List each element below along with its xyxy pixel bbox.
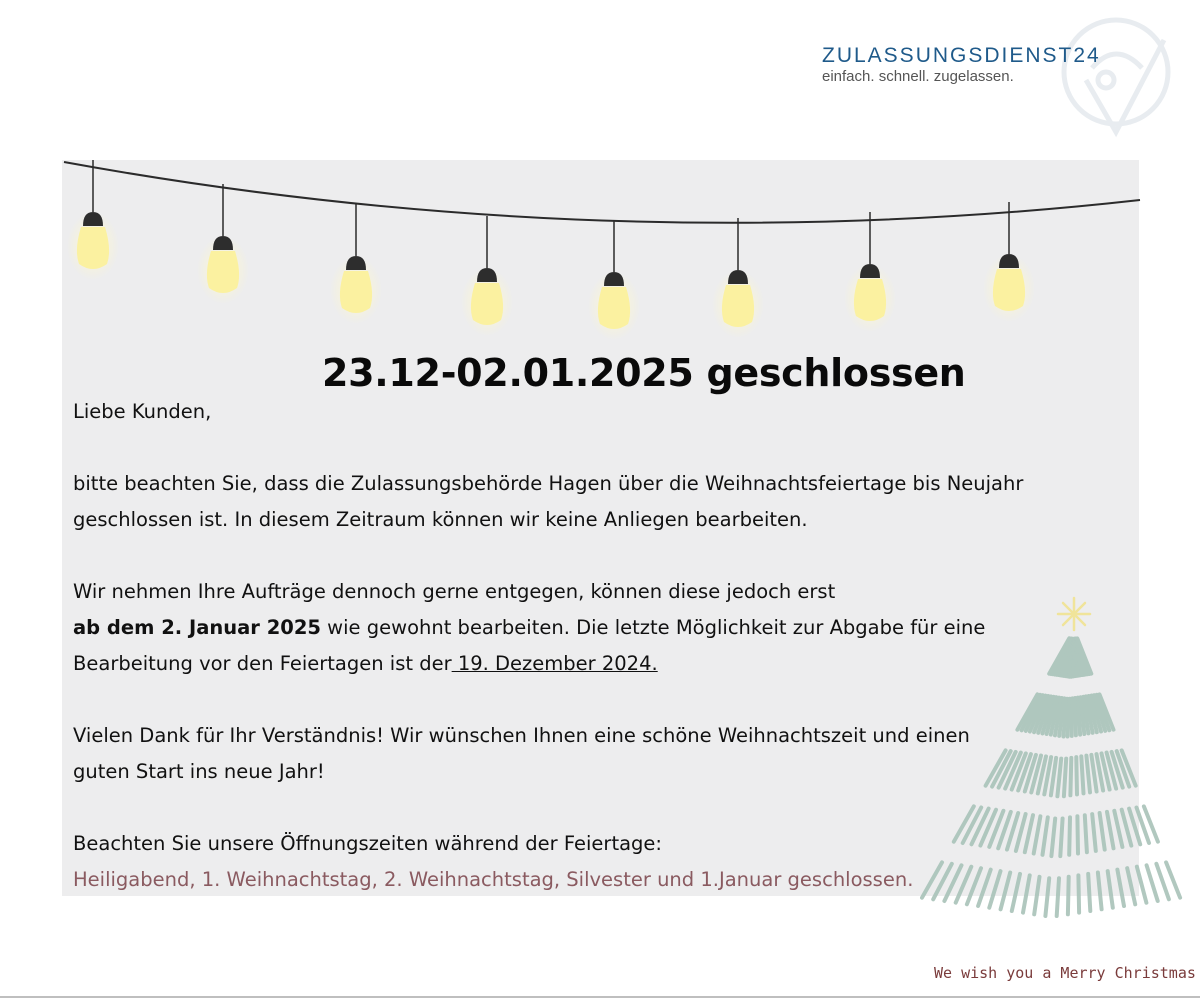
page-title: 23.12-02.01.2025 geschlossen [322, 351, 966, 395]
paragraph-closure-line-2: geschlossen ist. In diesem Zeitraum können wir keine Anliegen bearbeiten. [73, 508, 808, 531]
light-bulb-icon [197, 184, 249, 304]
deadline-date: 19. Dezember 2024. [451, 652, 658, 675]
brand-logo [822, 44, 1101, 85]
opening-hours-closed-days: Heiligabend, 1. Weihnachtstag, 2. Weihnachtstag, Silvester und 1.Januar geschlossen. [73, 868, 914, 891]
deadline-prefix: Bearbeitung vor den Feiertagen ist der [73, 652, 452, 675]
salutation: Liebe Kunden, [73, 400, 212, 423]
light-bulb-icon [983, 202, 1035, 322]
brand-name: ZULASSUNGSDIENST24 [822, 44, 1101, 67]
merry-christmas-greeting: We wish you a Merry Christmas [934, 964, 1196, 982]
paragraph-closure-line-1: bitte beachten Sie, dass die Zulassungsbehörde Hagen über die Weihnachtsfeiertage bis Neujahr [73, 472, 1024, 495]
light-bulb-icon [330, 204, 382, 324]
string-lights-icon [62, 150, 1142, 350]
paragraph-thanks-line-2: guten Start ins neue Jahr! [73, 760, 325, 783]
reopening-date: ab dem 2. Januar 2025 [73, 616, 321, 639]
paragraph-thanks-line-1: Vielen Dank für Ihr Verständnis! Wir wünschen Ihnen eine schöne Weihnachtszeit und einen [73, 724, 970, 747]
light-bulb-icon [588, 220, 640, 340]
paragraph-orders-line-2-text: wie gewohnt bearbeiten. Die letzte Möglichkeit zur Abgabe für eine [320, 616, 986, 639]
light-bulb-icon [461, 216, 513, 336]
light-bulb-icon [712, 218, 764, 338]
christmas-tree-icon [900, 590, 1200, 960]
paragraph-orders-line-1: Wir nehmen Ihre Aufträge dennoch gerne entgegen, können diese jedoch erst [73, 580, 836, 603]
light-bulb-icon [67, 160, 119, 280]
brand-slogan: einfach. schnell. zugelassen. [822, 68, 1014, 85]
star-icon [1058, 598, 1090, 630]
opening-hours-intro: Beachten Sie unsere Öffnungszeiten während der Feiertage: [73, 832, 662, 855]
light-bulb-icon [844, 212, 896, 332]
